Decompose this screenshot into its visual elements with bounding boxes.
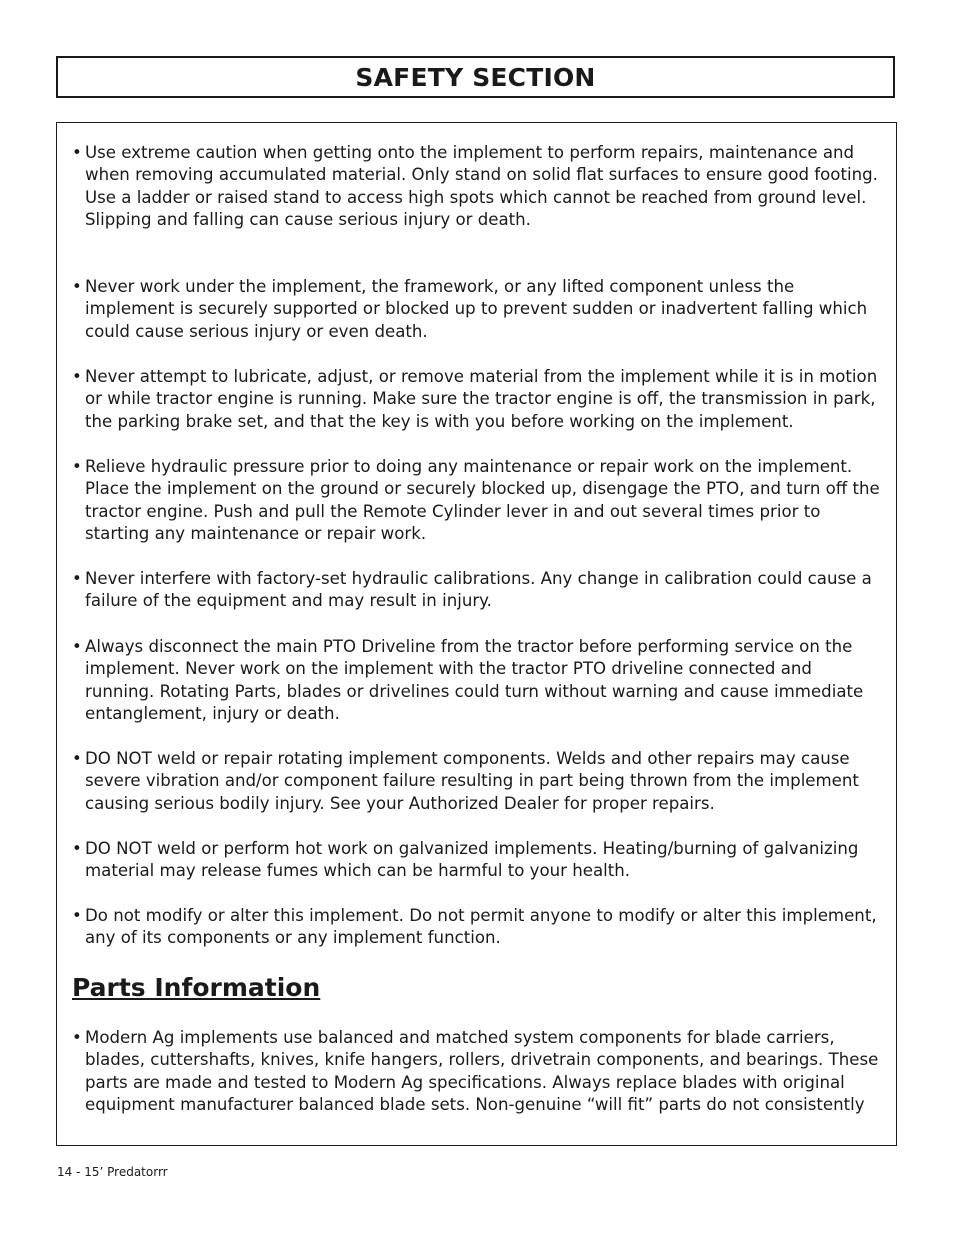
safety-bullet xyxy=(72,636,882,726)
safety-bullet-text: Never work under the implement, the framework, or any lifted component unless the implement is securely supported or blocked up to prevent sudden or inadvertent falling which could cause serious injury or even death. xyxy=(85,277,868,341)
bullet-icon: • xyxy=(72,839,82,858)
bullet-icon: • xyxy=(72,569,82,588)
page-title: SAFETY SECTION xyxy=(355,62,596,92)
safety-bullet-text: DO NOT weld or perform hot work on galvanized implements. Heating/burning of galvanizing material may release fumes which can be harmful to your health. xyxy=(85,839,859,881)
safety-bullet xyxy=(72,905,882,950)
safety-bullet xyxy=(72,748,882,815)
safety-bullet-text: DO NOT weld or repair rotating implement components. Welds and other repairs may cause severe vibration and/or component failure resulting in part being thrown from the implement causing serious bodily injury. See your Authorized Dealer for proper repairs. xyxy=(85,749,859,813)
bullet-icon: • xyxy=(72,637,82,656)
parts-information-heading: Parts Information xyxy=(72,973,321,1002)
bullet-icon: • xyxy=(72,749,82,768)
safety-bullet xyxy=(72,456,882,546)
safety-bullet xyxy=(72,568,882,613)
bullet-icon: • xyxy=(72,457,82,476)
section-title-box xyxy=(56,56,895,98)
page-footer: 14 - 15’ Predatorrr xyxy=(57,1165,168,1179)
parts-bullet-text: Modern Ag implements use balanced and matched system components for blade carriers, blades, cuttershafts, knives, knife hangers, rollers, drivetrain components, and bearings. These parts are made and tested to Modern Ag specifications. Always replace blades with original equipment manufacturer balanced blade sets. Non-genuine “will fit” parts do not consistently xyxy=(85,1028,879,1115)
safety-bullet-text: Use extreme caution when getting onto the implement to perform repairs, maintenance and when removing accumulated material. Only stand on solid flat surfaces to ensure good footing. Use a ladder or raised stand to access high spots which cannot be reached from ground level. Slipping and falling can cause serious injury or death. xyxy=(85,143,878,230)
bullet-icon: • xyxy=(72,906,82,925)
safety-bullet-text: Never attempt to lubricate, adjust, or remove material from the implement while it is in motion or while tractor engine is running. Make sure the tractor engine is off, the transmission in park, the parking brake set, and that the key is with you before working on the implement. xyxy=(85,367,878,431)
safety-bullet xyxy=(72,366,882,433)
safety-bullet xyxy=(72,276,882,343)
bullet-icon: • xyxy=(72,367,82,386)
bullet-icon: • xyxy=(72,277,82,296)
content-box xyxy=(56,122,897,1146)
parts-bullet xyxy=(72,1027,882,1117)
safety-bullet-text: Do not modify or alter this implement. Do not permit anyone to modify or alter this implement, any of its components or any implement function. xyxy=(85,906,877,948)
safety-bullet-text: Never interfere with factory-set hydraulic calibrations. Any change in calibration could cause a failure of the equipment and may result in injury. xyxy=(85,569,872,611)
bullet-icon: • xyxy=(72,1028,82,1047)
safety-bullet xyxy=(72,142,882,232)
bullet-icon: • xyxy=(72,143,82,162)
safety-bullet xyxy=(72,838,882,883)
safety-bullet-text: Always disconnect the main PTO Driveline from the tractor before performing service on the implement. Never work on the implement with the tractor PTO driveline connected and running. Rotating Parts, blades or drivelines could turn without warning and cause immediate entanglement, injury or death. xyxy=(85,637,864,724)
safety-bullet-text: Relieve hydraulic pressure prior to doing any maintenance or repair work on the implement. Place the implement on the ground or securely blocked up, disengage the PTO, and turn off the tractor engine. Push and pull the Remote Cylinder lever in and out several times prior to starting any maintenance or repair work. xyxy=(85,457,880,544)
